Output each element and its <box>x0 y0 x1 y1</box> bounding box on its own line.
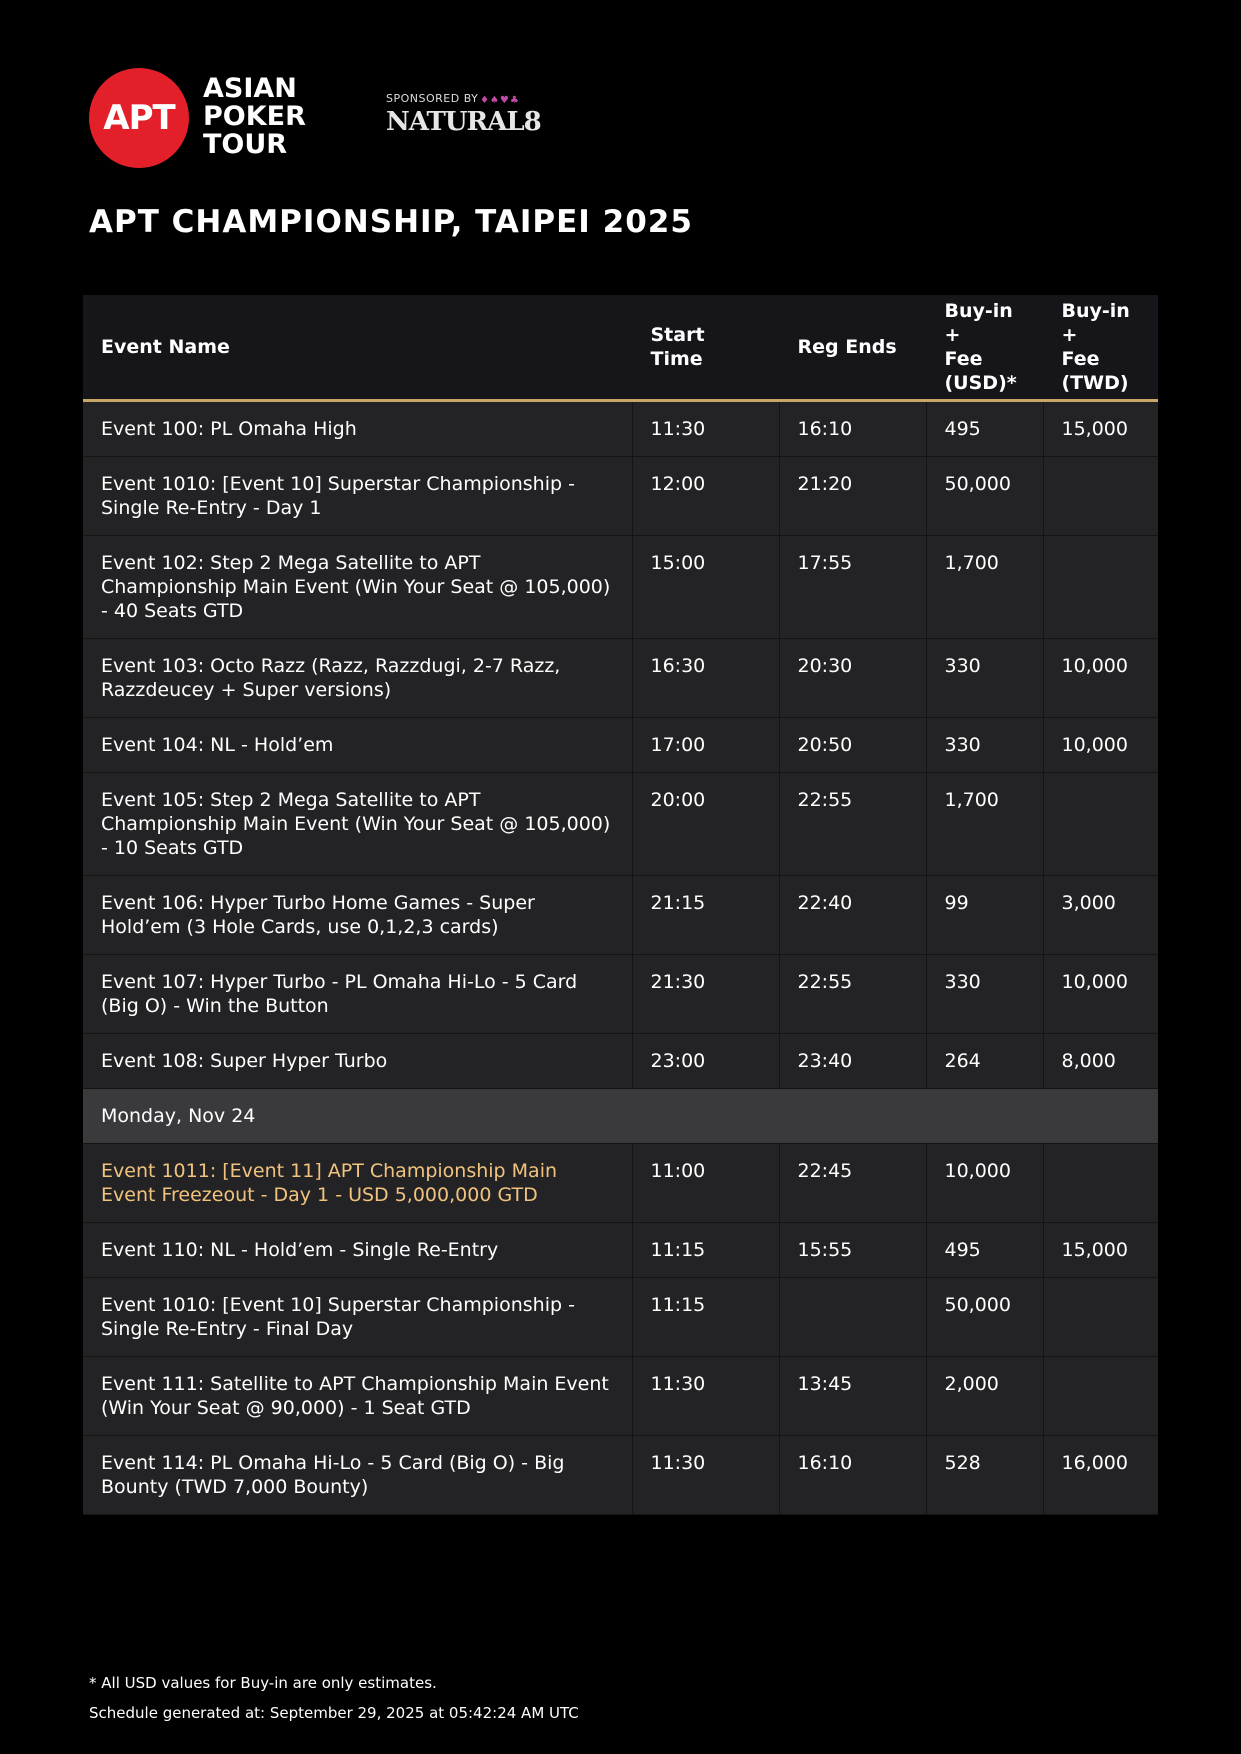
buyin-twd-cell: 16,000 <box>1043 1436 1158 1515</box>
header-line: (TWD) <box>1061 372 1129 394</box>
usd-estimate-note: * All USD values for Buy-in are only estimates. <box>89 1674 437 1692</box>
footer <box>89 1668 579 1728</box>
table-header-row <box>83 295 1158 401</box>
buyin-twd-cell <box>1043 1357 1158 1436</box>
buyin-usd-cell: 330 <box>926 718 1043 773</box>
start-time-cell: 23:00 <box>632 1034 779 1089</box>
table-row <box>83 1357 1158 1436</box>
header-line: Fee <box>944 348 983 370</box>
table-row <box>83 401 1158 457</box>
buyin-usd-cell: 50,000 <box>926 1278 1043 1357</box>
event-name-cell: Event 110: NL - Hold’em - Single Re-Entry <box>83 1223 632 1278</box>
start-time-cell: 15:00 <box>632 536 779 639</box>
buyin-usd-cell: 330 <box>926 639 1043 718</box>
logo-line: TOUR <box>203 129 288 160</box>
reg-ends-cell: 22:55 <box>779 955 926 1034</box>
header-line: Fee <box>1061 348 1100 370</box>
buyin-usd-cell: 99 <box>926 876 1043 955</box>
reg-ends-cell: 22:55 <box>779 773 926 876</box>
reg-ends-cell <box>779 1278 926 1357</box>
header-buyin-twd <box>1043 295 1158 401</box>
buyin-usd-cell: 264 <box>926 1034 1043 1089</box>
header-start-time: Start Time <box>632 295 779 401</box>
reg-ends-cell: 23:40 <box>779 1034 926 1089</box>
reg-ends-cell: 15:55 <box>779 1223 926 1278</box>
event-name-cell: Event 104: NL - Hold’em <box>83 718 632 773</box>
buyin-twd-cell: 3,000 <box>1043 876 1158 955</box>
header-line: Buy-in + <box>1061 300 1130 346</box>
table-row <box>83 1144 1158 1223</box>
event-name-cell: Event 111: Satellite to APT Championship Main Event (Win Your Seat @ 90,000) - 1 Seat GTD <box>83 1357 632 1436</box>
buyin-twd-cell <box>1043 773 1158 876</box>
apt-logo-wordmark <box>203 75 306 159</box>
header-reg-ends: Reg Ends <box>779 295 926 401</box>
event-name-cell: Event 100: PL Omaha High <box>83 401 632 457</box>
buyin-usd-cell: 528 <box>926 1436 1043 1515</box>
day-separator-row <box>83 1089 1158 1144</box>
sponsor-name: NATURAL8 <box>386 107 541 137</box>
buyin-twd-cell <box>1043 1278 1158 1357</box>
table-row <box>83 457 1158 536</box>
buyin-twd-cell: 10,000 <box>1043 718 1158 773</box>
start-time-cell: 17:00 <box>632 718 779 773</box>
table-row <box>83 639 1158 718</box>
buyin-usd-cell: 495 <box>926 1223 1043 1278</box>
event-name-cell: Event 1011: [Event 11] APT Championship Main Event Freezeout - Day 1 - USD 5,000,000 GTD <box>83 1144 632 1223</box>
event-name-cell: Event 114: PL Omaha Hi-Lo - 5 Card (Big O) - Big Bounty (TWD 7,000 Bounty) <box>83 1436 632 1515</box>
table-row <box>83 1223 1158 1278</box>
start-time-cell: 11:30 <box>632 401 779 457</box>
start-time-cell: 11:00 <box>632 1144 779 1223</box>
start-time-cell: 11:15 <box>632 1223 779 1278</box>
reg-ends-cell: 21:20 <box>779 457 926 536</box>
event-name-cell: Event 106: Hyper Turbo Home Games - Super Hold’em (3 Hole Cards, use 0,1,2,3 cards) <box>83 876 632 955</box>
buyin-twd-cell: 10,000 <box>1043 639 1158 718</box>
schedule-table <box>83 295 1158 1515</box>
table-row <box>83 1278 1158 1357</box>
table-body <box>83 401 1158 1515</box>
buyin-usd-cell: 495 <box>926 401 1043 457</box>
start-time-cell: 11:30 <box>632 1357 779 1436</box>
buyin-usd-cell: 10,000 <box>926 1144 1043 1223</box>
reg-ends-cell: 13:45 <box>779 1357 926 1436</box>
header-event-name: Event Name <box>83 295 632 401</box>
event-name-cell: Event 108: Super Hyper Turbo <box>83 1034 632 1089</box>
apt-logo-badge: APT <box>89 68 189 168</box>
event-name-cell: Event 1010: [Event 10] Superstar Championship - Single Re-Entry - Day 1 <box>83 457 632 536</box>
event-name-cell: Event 102: Step 2 Mega Satellite to APT Championship Main Event (Win Your Seat @ 105,000) - 40 Seats GTD <box>83 536 632 639</box>
start-time-cell: 21:30 <box>632 955 779 1034</box>
header-buyin-usd <box>926 295 1043 401</box>
sponsor-block <box>386 92 556 137</box>
sponsored-by-label: SPONSORED BY <box>386 92 479 105</box>
logo-line: POKER <box>203 101 306 132</box>
buyin-usd-cell: 330 <box>926 955 1043 1034</box>
buyin-twd-cell: 15,000 <box>1043 1223 1158 1278</box>
reg-ends-cell: 22:45 <box>779 1144 926 1223</box>
event-name-cell: Event 1010: [Event 10] Superstar Championship - Single Re-Entry - Final Day <box>83 1278 632 1357</box>
reg-ends-cell: 17:55 <box>779 536 926 639</box>
reg-ends-cell: 16:10 <box>779 1436 926 1515</box>
table-row <box>83 1436 1158 1515</box>
buyin-twd-cell <box>1043 1144 1158 1223</box>
buyin-twd-cell <box>1043 536 1158 639</box>
start-time-cell: 16:30 <box>632 639 779 718</box>
buyin-twd-cell: 15,000 <box>1043 401 1158 457</box>
table-row <box>83 773 1158 876</box>
buyin-usd-cell: 2,000 <box>926 1357 1043 1436</box>
table-row <box>83 718 1158 773</box>
reg-ends-cell: 16:10 <box>779 401 926 457</box>
buyin-twd-cell: 8,000 <box>1043 1034 1158 1089</box>
buyin-usd-cell: 50,000 <box>926 457 1043 536</box>
table-row <box>83 955 1158 1034</box>
table-row <box>83 876 1158 955</box>
start-time-cell: 20:00 <box>632 773 779 876</box>
buyin-usd-cell: 1,700 <box>926 536 1043 639</box>
header-line: (USD)* <box>944 372 1017 394</box>
event-name-cell: Event 105: Step 2 Mega Satellite to APT Championship Main Event (Win Your Seat @ 105,000) - 10 Seats GTD <box>83 773 632 876</box>
buyin-twd-cell <box>1043 457 1158 536</box>
start-time-cell: 11:15 <box>632 1278 779 1357</box>
event-name-cell: Event 103: Octo Razz (Razz, Razzdugi, 2-7 Razz, Razzdeucey + Super versions) <box>83 639 632 718</box>
reg-ends-cell: 20:30 <box>779 639 926 718</box>
reg-ends-cell: 20:50 <box>779 718 926 773</box>
table-row <box>83 1034 1158 1089</box>
table-row <box>83 536 1158 639</box>
page-title: APT CHAMPIONSHIP, TAIPEI 2025 <box>89 204 693 240</box>
card-suits-icon: ♦♠♥♣ <box>480 95 520 106</box>
logo-line: ASIAN <box>203 73 297 104</box>
reg-ends-cell: 22:40 <box>779 876 926 955</box>
day-label: Monday, Nov 24 <box>83 1089 1158 1144</box>
buyin-twd-cell: 10,000 <box>1043 955 1158 1034</box>
buyin-usd-cell: 1,700 <box>926 773 1043 876</box>
start-time-cell: 21:15 <box>632 876 779 955</box>
start-time-cell: 11:30 <box>632 1436 779 1515</box>
generated-timestamp: Schedule generated at: September 29, 2025 at 05:42:24 AM UTC <box>89 1704 579 1722</box>
start-time-cell: 12:00 <box>632 457 779 536</box>
header-line: Buy-in + <box>944 300 1013 346</box>
event-name-cell: Event 107: Hyper Turbo - PL Omaha Hi-Lo - 5 Card (Big O) - Win the Button <box>83 955 632 1034</box>
